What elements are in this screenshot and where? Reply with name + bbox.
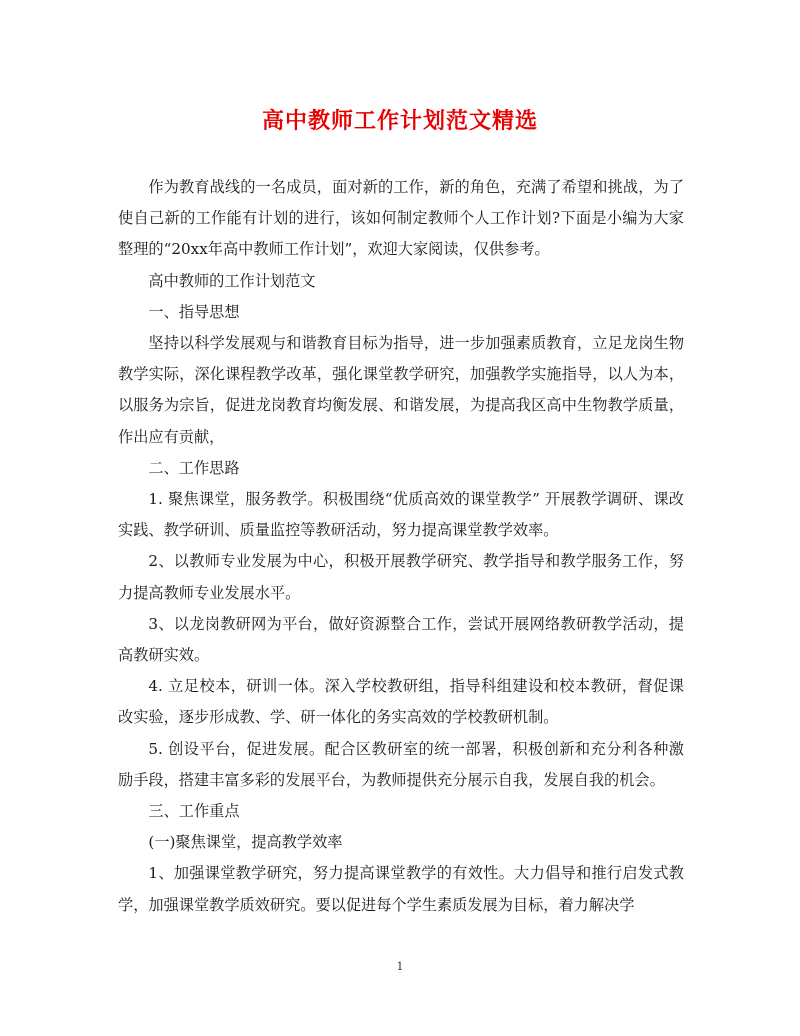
intro-paragraph: 作为教育战线的一名成员，面对新的工作，新的角色，充满了希望和挑战，为了使自己新的工作能有计划的进行，该如何制定教师个人工作计划?下面是小编为大家整理的“20xx年高中教师工作计划”，欢迎大家阅读，仅供参考。 <box>118 178 684 259</box>
work-focus-item-1: 1、加强课堂教学研究，努力提高课堂教学的有效性。大力倡导和推行启发式教学，加强课堂教学质效研究。要以促进每个学生素质发展为目标，着力解决学 <box>118 864 684 914</box>
page-number: 1 <box>396 960 404 973</box>
work-approach-item-1: 1. 聚焦课堂，服务教学。积极围绕“优质高效的课堂教学” 开展教学调研、课改实践、教学研训、质量监控等教研活动，努力提高课堂教学效率。 <box>118 490 684 540</box>
heading-guiding-ideology: 一、指导思想 <box>148 302 240 321</box>
document-body <box>118 172 684 921</box>
work-approach-item-4: 4. 立足校本，研训一体。深入学校教研组，指导科组建设和校本教研，督促课改实验，逐步形成教、学、研一体化的务实高效的学校教研机制。 <box>118 677 684 727</box>
section-subtitle: 高中教师的工作计划范文 <box>148 271 316 290</box>
guiding-ideology-paragraph: 坚持以科学发展观与和谐教育目标为指导，进一步加强素质教育，立足龙岗生物教学实际，深化课程教学改革，强化课堂教学研究，加强教学实施指导，以人为本，以服务为宗旨，促进龙岗教育均衡发展、和谐发展，为提高我区高中生物教学质量，作出应有贡献， <box>118 334 684 446</box>
heading-work-focus: 三、工作重点 <box>148 802 240 821</box>
work-approach-item-5: 5. 创设平台，促进发展。配合区教研室的统一部署，积极创新和充分利各种激励手段，搭建丰富多彩的发展平台，为教师提供充分展示自我，发展自我的机会。 <box>118 739 684 789</box>
heading-work-approach: 二、工作思路 <box>148 458 240 477</box>
work-approach-item-2: 2、以教师专业发展为中心，积极开展教学研究、教学指导和教学服务工作，努力提高教师专业发展水平。 <box>118 552 684 602</box>
document-title: 高中教师工作计划范文精选 <box>261 108 538 134</box>
work-approach-item-3: 3、以龙岗教研网为平台，做好资源整合工作，尝试开展网络教研教学活动，提高教研实效。 <box>118 614 684 665</box>
subheading-classroom-focus: (一)聚焦课堂，提高教学效率 <box>148 833 343 852</box>
